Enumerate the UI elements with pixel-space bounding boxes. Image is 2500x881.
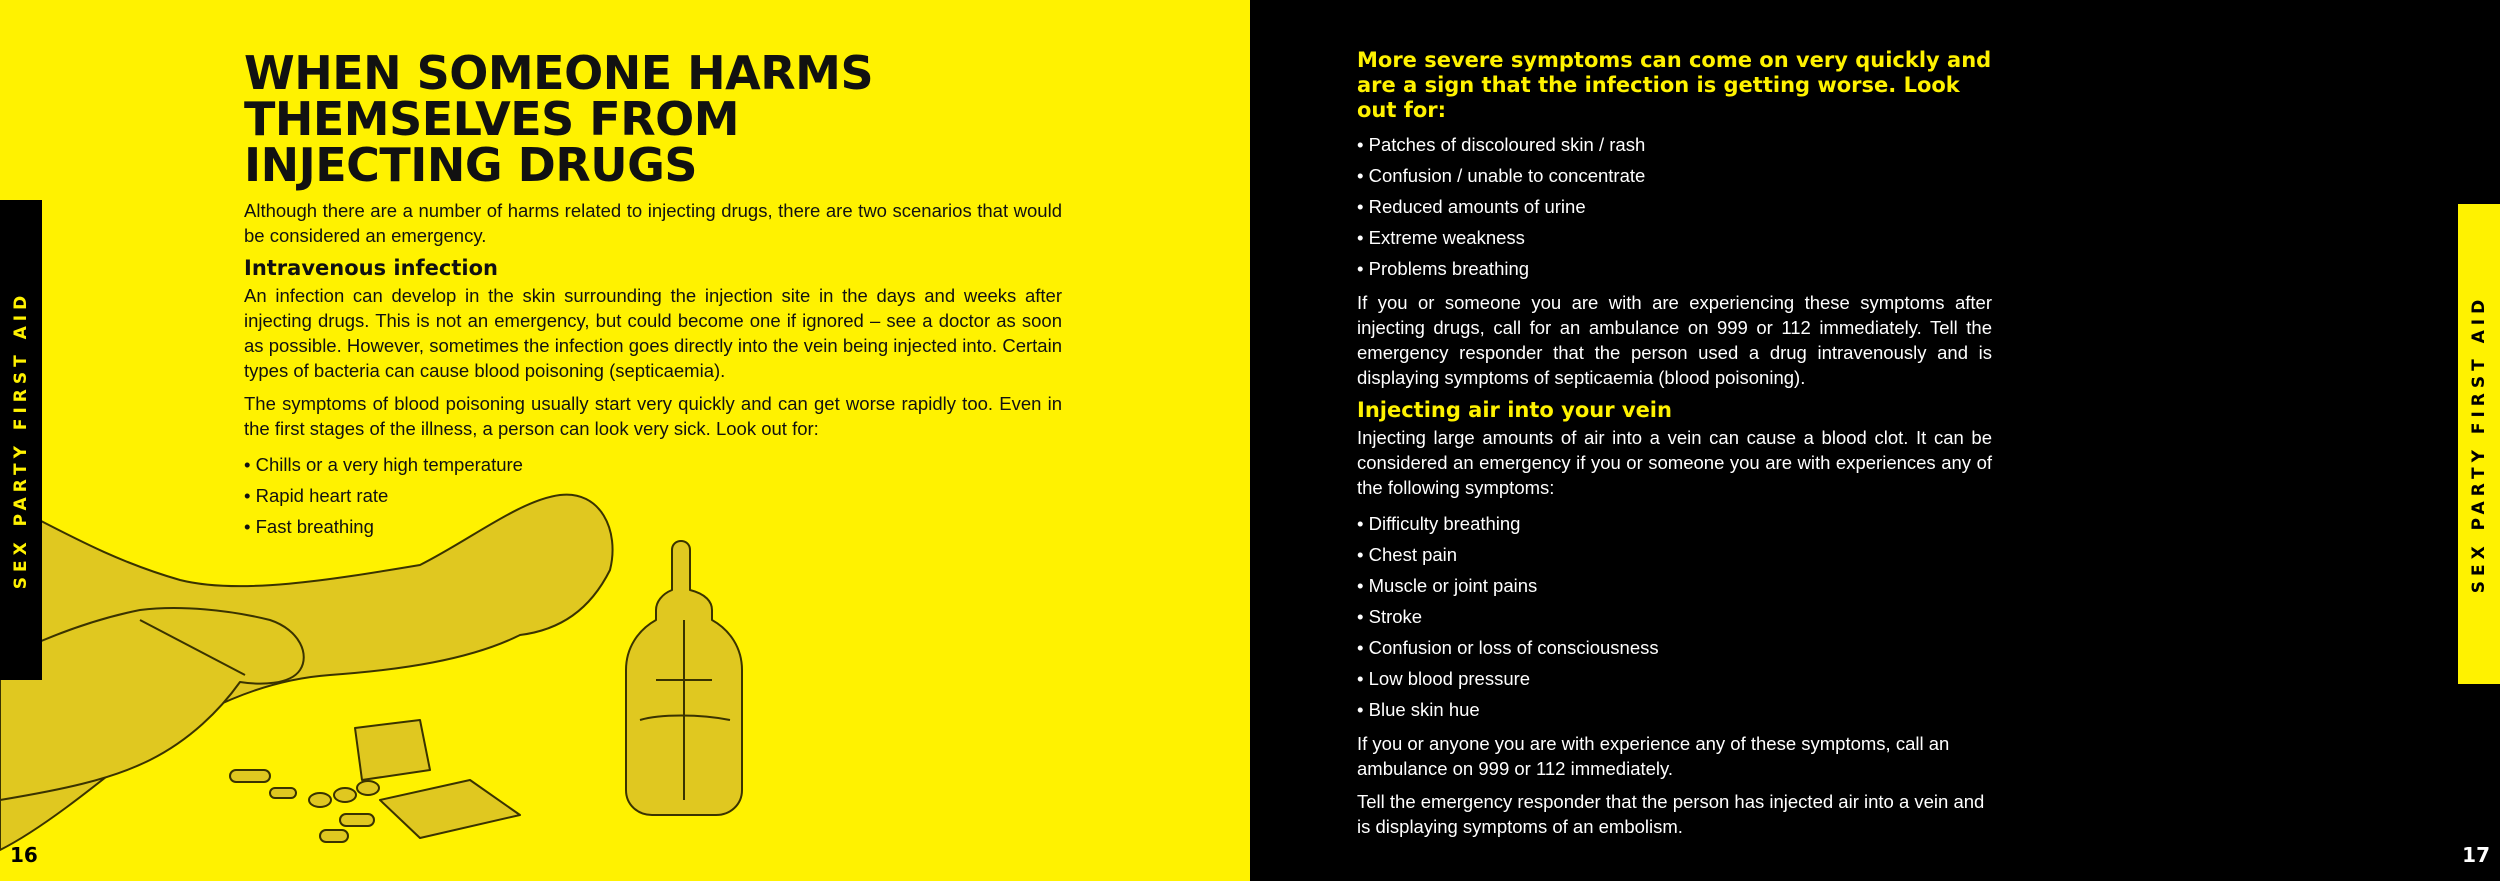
severe-symptom-list	[1357, 129, 1992, 284]
side-tab-left	[0, 200, 42, 680]
air-symptom-list	[1357, 508, 1992, 725]
title-line: THEMSELVES FROM	[244, 92, 739, 146]
air-heading: Injecting air into your vein	[1357, 398, 1672, 422]
list-item: • Confusion / unable to concentrate	[1357, 160, 1992, 191]
intro-text: Although there are a number of harms related to injecting drugs, there are two scenarios that would be considered an emergency.	[244, 200, 1062, 246]
infection-paragraph: An infection can develop in the skin surrounding the injection site in the days and weeks after injecting drugs. This is not an emergency, but could become one if ignored – see a doctor as soon as possible. However, sometimes the infection goes directly into the vein being injected into. Certain types of bacteria can cause blood poisoning (septicaemia).	[244, 285, 1062, 381]
right-content	[1357, 48, 1992, 847]
title-line: INJECTING DRUGS	[244, 138, 698, 192]
title-line: WHEN SOMEONE HARMS	[244, 46, 874, 100]
severe-symptoms-heading: More severe symptoms can come on very quickly and are a sign that the infection is getting worse. Look out for:	[1357, 48, 1992, 122]
section-heading: Intravenous infection	[244, 256, 498, 280]
page-title	[244, 46, 1062, 192]
list-item: • Reduced amounts of urine	[1357, 191, 1992, 222]
list-item: • Patches of discoloured skin / rash	[1357, 129, 1992, 160]
side-tab-right	[2456, 204, 2500, 684]
list-item: • Confusion or loss of consciousness	[1357, 632, 1992, 663]
air-advice: If you or anyone you are with experience any of these symptoms, call an ambulance on 999 or 112 immediately.	[1357, 733, 1950, 779]
list-item: • Muscle or joint pains	[1357, 570, 1992, 601]
list-item: • Difficulty breathing	[1357, 508, 1992, 539]
page-number: 17	[2462, 843, 2490, 867]
right-page	[1250, 0, 2500, 881]
list-item: • Extreme weakness	[1357, 222, 1992, 253]
severe-advice: If you or someone you are with are experiencing these symptoms after injecting drugs, call for an ambulance on 999 or 112 immediately. Tell the emergency responder that the person used a drug intravenously and is displaying symptoms of septicaemia (blood poisoning).	[1357, 292, 1992, 388]
list-item: • Chest pain	[1357, 539, 1992, 570]
list-item: • Rapid heart rate	[244, 480, 1062, 511]
list-item: • Chills or a very high temperature	[244, 449, 1062, 480]
list-item: • Blue skin hue	[1357, 694, 1992, 725]
symptom-list	[244, 449, 1062, 542]
list-item: • Stroke	[1357, 601, 1992, 632]
list-item: • Low blood pressure	[1357, 663, 1992, 694]
blood-poisoning-paragraph: The symptoms of blood poisoning usually start very quickly and can get worse rapidly too. Even in the first stages of the illness, a person can look very sick. Look out for:	[244, 393, 1062, 439]
side-tab-label: SEX PARTY FIRST AID	[11, 290, 31, 590]
air-intro: Injecting large amounts of air into a vein can cause a blood clot. It can be considered an emergency if you or someone you are with experiences any of the following symptoms:	[1357, 427, 1992, 498]
list-item: • Fast breathing	[244, 511, 1062, 542]
side-tab-label: SEX PARTY FIRST AID	[2469, 294, 2489, 594]
page-number: 16	[10, 843, 38, 867]
list-item: • Problems breathing	[1357, 253, 1992, 284]
left-content	[244, 46, 1062, 548]
air-advice-responder: Tell the emergency responder that the person has injected air into a vein and is displaying symptoms of an embolism.	[1357, 791, 1985, 837]
